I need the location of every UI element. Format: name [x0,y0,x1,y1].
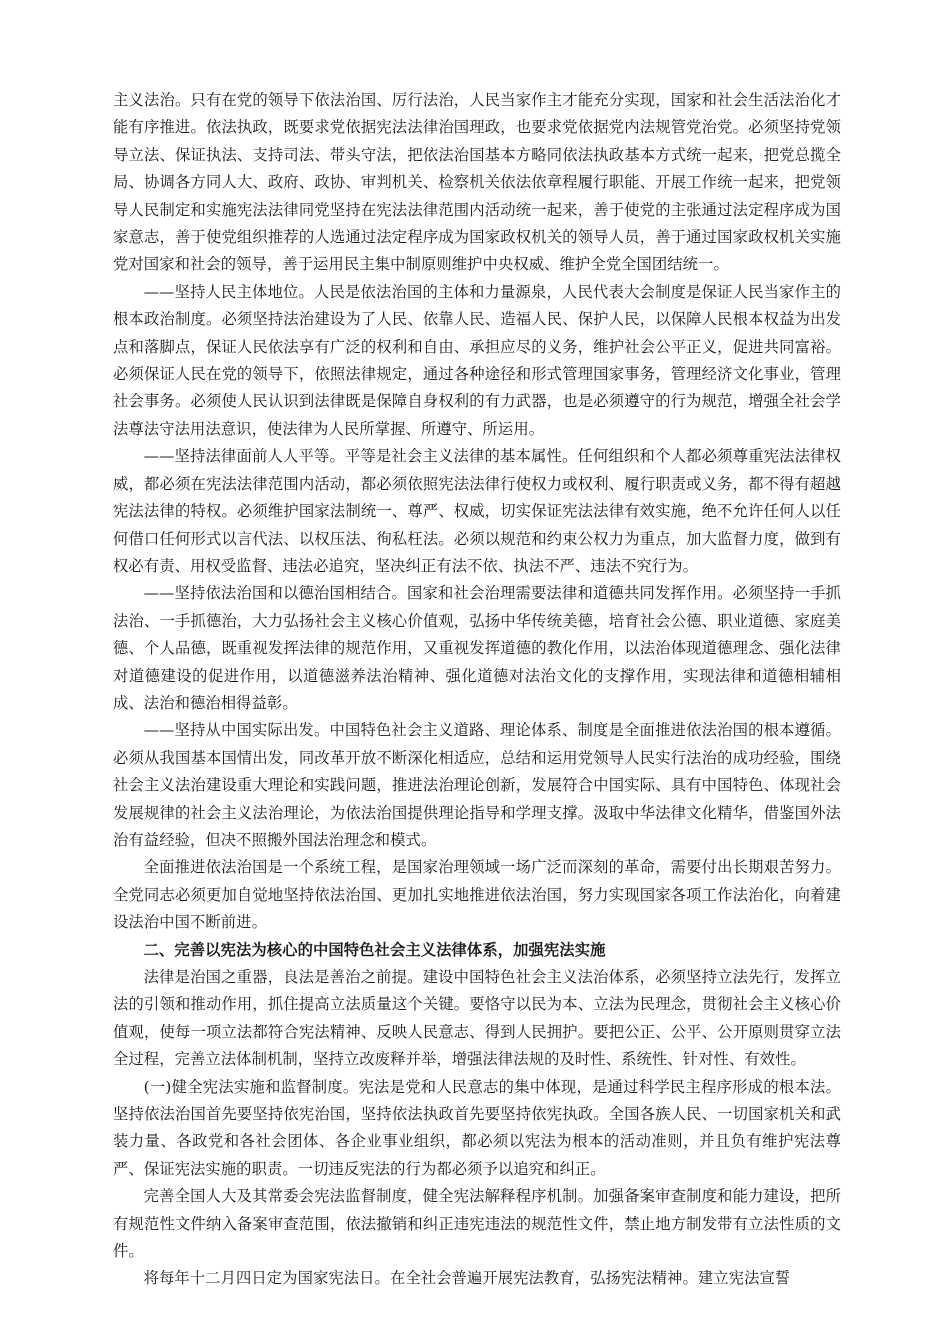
paragraph-china-reality: ——坚持从中国实际出发。中国特色社会主义道路、理论体系、制度是全面推进依法治国的根本遵循。必须从我国基本国情出发，同改革开放不断深化相适应，总结和运用党领导人民实行法治的成功经验，围绕社会主义法治建设重大理论和实践问题，推进法治理论创新，发展符合中国实际、具有中国特色、体现社会发展规律的社会主义法治理论，为依法治国提供理论指导和学理支撑。汲取中华法律文化精华，借鉴国外法治有益经验，但决不照搬外国法治理念和模式。 [113,721,841,849]
paragraph-npc-supervision: 完善全国人大及其常委会宪法监督制度，健全宪法解释程序机制。加强备案审查制度和能力建设，把所有规范性文件纳入备案审查范围，依法撤销和纠正违宪违法的规范性文件，禁止地方制发带有立法性质的文件。 [113,1187,841,1261]
paragraph-people-subject: ——坚持人民主体地位。人民是依法治国的主体和力量源泉，人民代表大会制度是保证人民当家作主的根本政治制度。必须坚持法治建设为了人民、依靠人民、造福人民、保护人民，以保障人民根本权益为出发点和落脚点，保证人民依法享有广泛的权利和自由、承担应尽的义务，维护社会公平正义，促进共同富裕。必须保证人民在党的领导下，依照法律规定，通过各种途径和形式管理国家事务，管理经济文化事业，管理社会事务。必须使人民认识到法律既是保障自身权利的有力武器，也是必须遵守的行为规范，增强全社会学法尊法守法用法意识，使法律为人民所掌握、所遵守、所运用。 [113,282,841,438]
paragraph-constitution-day: 将每年十二月四日定为国家宪法日。在全社会普遍开展宪法教育，弘扬宪法精神。建立宪法宣誓 [143,1269,791,1288]
paragraph-systematic-project: 全面推进依法治国是一个系统工程，是国家治理领域一场广泛而深刻的革命，需要付出长期艰苦努力。全党同志必须更加自觉地坚持依法治国、更加扎实地推进依法治国，努力实现国家各项工作法治化，向着建设法治中国不断前进。 [113,858,841,932]
paragraph-continuation: 主义法治。只有在党的领导下依法治国、厉行法治，人民当家作主才能充分实现，国家和社会生活法治化才能有序推进。依法执政，既要求党依据宪法法律治国理政，也要求党依据党内法规管党治党。必须坚持党领导立法、保证执法、支持司法、带头守法，把依法治国基本方略同依法执政基本方式统一起来，把党总揽全局、协调各方同人大、政府、政协、审判机关、检察机关依法依章程履行职能、开展工作统一起来，把党领导人民制定和实施宪法法律同党坚持在宪法法律范围内活动统一起来，善于使党的主张通过法定程序成为国家意志，善于使党组织推荐的人选通过法定程序成为国家政权机关的领导人员，善于通过国家政权机关实施党对国家和社会的领导，善于运用民主集中制原则维护中央权威、维护全党全国团结统一。 [113,91,841,274]
paragraph-constitution-supervision: (一)健全宪法实施和监督制度。宪法是党和人民意志的集中体现，是通过科学民主程序形成的根本法。坚持依法治国首先要坚持依宪治国，坚持依法执政首先要坚持依宪执政。全国各族人民、一切国家机关和武装力量、各政党和各社会团体、各企业事业组织，都必须以宪法为根本的活动准则，并且负有维护宪法尊严、保证宪法实施的职责。一切违反宪法的行为都必须予以追究和纠正。 [113,1077,841,1178]
document-page [113,87,841,1293]
paragraph-equality: ——坚持法律面前人人平等。平等是社会主义法律的基本属性。任何组织和个人都必须尊重宪法法律权威，都必须在宪法法律范围内活动，都必须依照宪法法律行使权力或权利、履行职责或义务，都不得有超越宪法法律的特权。必须维护国家法制统一、尊严、权威，切实保证宪法法律有效实施，绝不允许任何人以任何借口任何形式以言代法、以权压法、徇私枉法。必须以规范和约束公权力为重点，加大监督力度，做到有权必有责、用权受监督、违法必追究，坚决纠正有法不依、执法不严、违法不究行为。 [113,447,841,575]
section-heading: 二、完善以宪法为核心的中国特色社会主义法律体系，加强宪法实施 [143,940,606,959]
paragraph-law-and-virtue: ——坚持依法治国和以德治国相结合。国家和社会治理需要法律和道德共同发挥作用。必须坚持一手抓法治、一手抓德治，大力弘扬社会主义核心价值观，弘扬中华传统美德，培育社会公德、职业道德、家庭美德、个人品德，既重视发挥法律的规范作用，又重视发挥道德的教化作用，以法治体现道德理念、强化法律对道德建设的促进作用，以道德滋养法治精神、强化道德对法治文化的支撑作用，实现法律和道德相辅相成、法治和德治相得益彰。 [113,584,841,712]
paragraph-legislation: 法律是治国之重器，良法是善治之前提。建设中国特色社会主义法治体系，必须坚持立法先行，发挥立法的引领和推动作用，抓住提高立法质量这个关键。要恪守以民为本、立法为民理念，贯彻社会主义核心价值观，使每一项立法都符合宪法精神、反映人民意志、得到人民拥护。要把公正、公平、公开原则贯穿立法全过程，完善立法体制机制，坚持立改废释并举，增强法律法规的及时性、系统性、针对性、有效性。 [113,968,841,1069]
